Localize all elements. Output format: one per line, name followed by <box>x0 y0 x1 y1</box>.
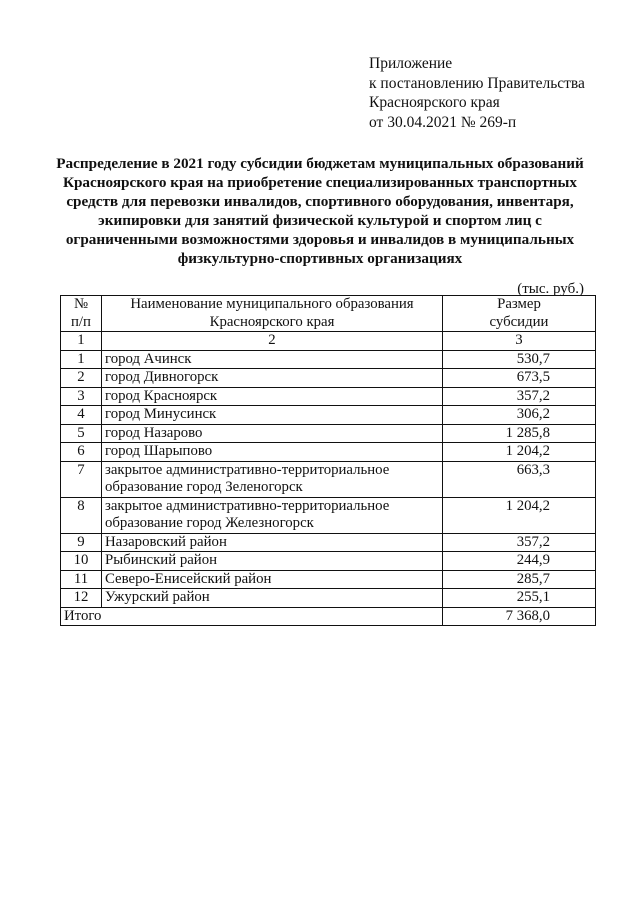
row-amount: 306,2 <box>443 406 596 425</box>
header-name-line: Красноярского края <box>209 313 335 330</box>
row-name: город Красноярск <box>102 387 443 406</box>
row-amount: 357,2 <box>443 387 596 406</box>
table-row <box>61 533 596 552</box>
row-amount: 285,7 <box>443 570 596 589</box>
row-amount: 244,9 <box>443 552 596 571</box>
row-name: Ужурский район <box>102 589 443 608</box>
appendix-block <box>369 54 585 132</box>
row-amount: 1 204,2 <box>443 443 596 462</box>
header-amount-line: Размер <box>497 296 541 312</box>
row-amount: 663,3 <box>443 461 596 497</box>
column-number-row <box>61 332 596 351</box>
table-row <box>61 461 596 497</box>
row-amount: 357,2 <box>443 533 596 552</box>
table-row <box>61 406 596 425</box>
table-row <box>61 369 596 388</box>
row-name: город Назарово <box>102 424 443 443</box>
table-row <box>61 497 596 533</box>
row-name: город Минусинск <box>102 406 443 425</box>
row-name: закрытое административно-территориальное образование город Железногорск <box>102 497 443 533</box>
table-header-row <box>61 296 596 332</box>
row-number: 12 <box>61 589 102 608</box>
row-name: Северо-Енисейский район <box>102 570 443 589</box>
row-number: 7 <box>61 461 102 497</box>
header-amount-line: субсидии <box>489 313 549 330</box>
table-row <box>61 350 596 369</box>
header-num-line: п/п <box>71 313 91 330</box>
row-number: 2 <box>61 369 102 388</box>
row-number: 11 <box>61 570 102 589</box>
row-name: закрытое административно-территориальное образование город Зеленогорск <box>102 461 443 497</box>
row-amount: 530,7 <box>443 350 596 369</box>
total-amount: 7 368,0 <box>443 607 596 626</box>
table-row <box>61 443 596 462</box>
subsidy-table <box>60 295 596 626</box>
appendix-line: от 30.04.2021 № 269-п <box>369 113 517 131</box>
row-number: 4 <box>61 406 102 425</box>
appendix-line: Красноярского края <box>369 94 500 111</box>
row-name: Назаровский район <box>102 533 443 552</box>
row-name: город Ачинск <box>102 350 443 369</box>
row-name: Рыбинский район <box>102 552 443 571</box>
row-amount: 673,5 <box>443 369 596 388</box>
row-name: город Шарыпово <box>102 443 443 462</box>
row-amount: 255,1 <box>443 589 596 608</box>
row-amount: 1 204,2 <box>443 497 596 533</box>
row-number: 1 <box>61 350 102 369</box>
column-number: 2 <box>102 332 443 351</box>
row-number: 3 <box>61 387 102 406</box>
unit-label: (тыс. руб.) <box>517 281 584 297</box>
total-row <box>61 607 596 626</box>
header-name-line: Наименование муниципального образования <box>130 296 414 312</box>
header-num <box>61 296 102 332</box>
table-row <box>61 570 596 589</box>
header-num-line: № <box>73 296 89 312</box>
row-number: 9 <box>61 533 102 552</box>
appendix-line: к постановлению Правительства <box>369 74 585 92</box>
header-name <box>102 296 443 332</box>
row-number: 6 <box>61 443 102 462</box>
column-number: 1 <box>61 332 102 351</box>
row-name: город Дивногорск <box>102 369 443 388</box>
table-row <box>61 424 596 443</box>
row-amount: 1 285,8 <box>443 424 596 443</box>
total-label: Итого <box>61 607 443 626</box>
header-amount <box>443 296 596 332</box>
appendix-line: Приложение <box>369 55 453 72</box>
row-number: 5 <box>61 424 102 443</box>
column-number: 3 <box>443 332 596 351</box>
row-number: 8 <box>61 497 102 533</box>
row-number: 10 <box>61 552 102 571</box>
table-row <box>61 589 596 608</box>
table-row <box>61 552 596 571</box>
table-row <box>61 387 596 406</box>
document-title: Распределение в 2021 году субсидии бюджетам муниципальных образований Красноярского края на приобретение специализированных транспортных средств для перевозки инвалидов, спортивного оборудования, инвентаря, экипировки для занятий физической культурой и спортом лиц с ограниченными возможностями здоровья и инвалидов в муниципальных физкультурно-спортивных организациях <box>56 155 584 267</box>
